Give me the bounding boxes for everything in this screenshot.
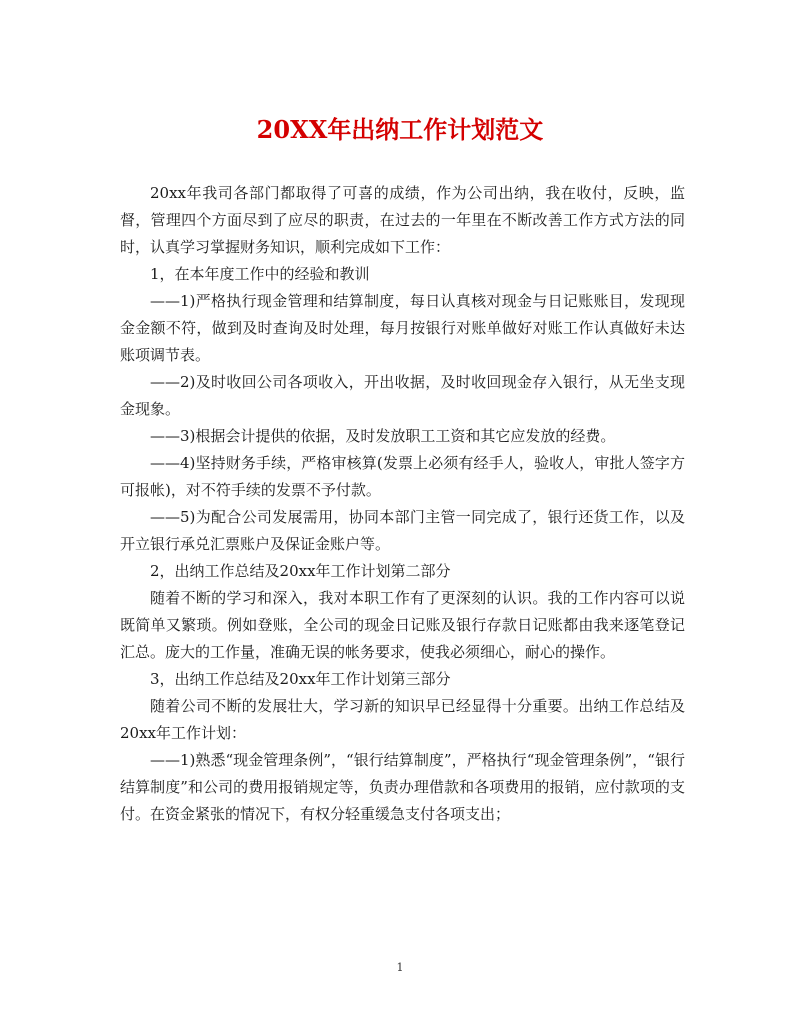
page-number: 1	[396, 961, 404, 974]
list-item-5: ——5)为配合公司发展需用，协同本部门主管一同完成了，银行还货工作，以及开立银行承兑汇票账户及保证金账户等。	[120, 508, 685, 553]
list-item-4: ——4)坚持财务手续，严格审核算(发票上必须有经手人，验收人，审批人签字方可报帐)，对不符手续的发票不予付款。	[120, 454, 685, 499]
section-heading-3: 3，出纳工作总结及20xx年工作计划第三部分	[150, 670, 451, 688]
paragraph-section-3: 随着公司不断的发展壮大，学习新的知识早已经显得十分重要。出纳工作总结及20xx年工作计划：	[120, 697, 685, 742]
list-item-2: ——2)及时收回公司各项收入，开出收据，及时收回现金存入银行，从无坐支现金现象。	[120, 373, 685, 418]
document-title: 20XX年出纳工作计划范文	[256, 115, 544, 144]
paragraph-intro: 20xx年我司各部门都取得了可喜的成绩，作为公司出纳，我在收付，反映，监督，管理四个方面尽到了应尽的职责，在过去的一年里在不断改善工作方式方法的同时，认真学习掌握财务知识，顺利完成如下工作：	[120, 184, 685, 256]
list-item-1: ——1)严格执行现金管理和结算制度，每日认真核对现金与日记账账目，发现现金金额不符，做到及时查询及时处理，每月按银行对账单做好对账工作认真做好未达账项调节表。	[120, 292, 685, 364]
list-item-plan-1: ——1)熟悉“现金管理条例”，“银行结算制度”，严格执行“现金管理条例”，“银行结算制度”和公司的费用报销规定等，负责办理借款和各项费用的报销，应付款项的支付。在资金紧张的情况下，有权分轻重缓急支付各项支出；	[120, 751, 685, 823]
list-item-3: ——3)根据会计提供的依据，及时发放职工工资和其它应发放的经费。	[150, 427, 616, 445]
paragraph-section-2: 随着不断的学习和深入，我对本职工作有了更深刻的认识。我的工作内容可以说既简单又繁琐。例如登账，全公司的现金日记账及银行存款日记账都由我来逐笔登记汇总。庞大的工作量，准确无误的帐务要求，使我必须细心，耐心的操作。	[120, 589, 685, 661]
document-body	[120, 180, 685, 828]
section-heading-2: 2，出纳工作总结及20xx年工作计划第二部分	[150, 562, 451, 580]
section-heading-1: 1，在本年度工作中的经验和教训	[150, 265, 370, 283]
